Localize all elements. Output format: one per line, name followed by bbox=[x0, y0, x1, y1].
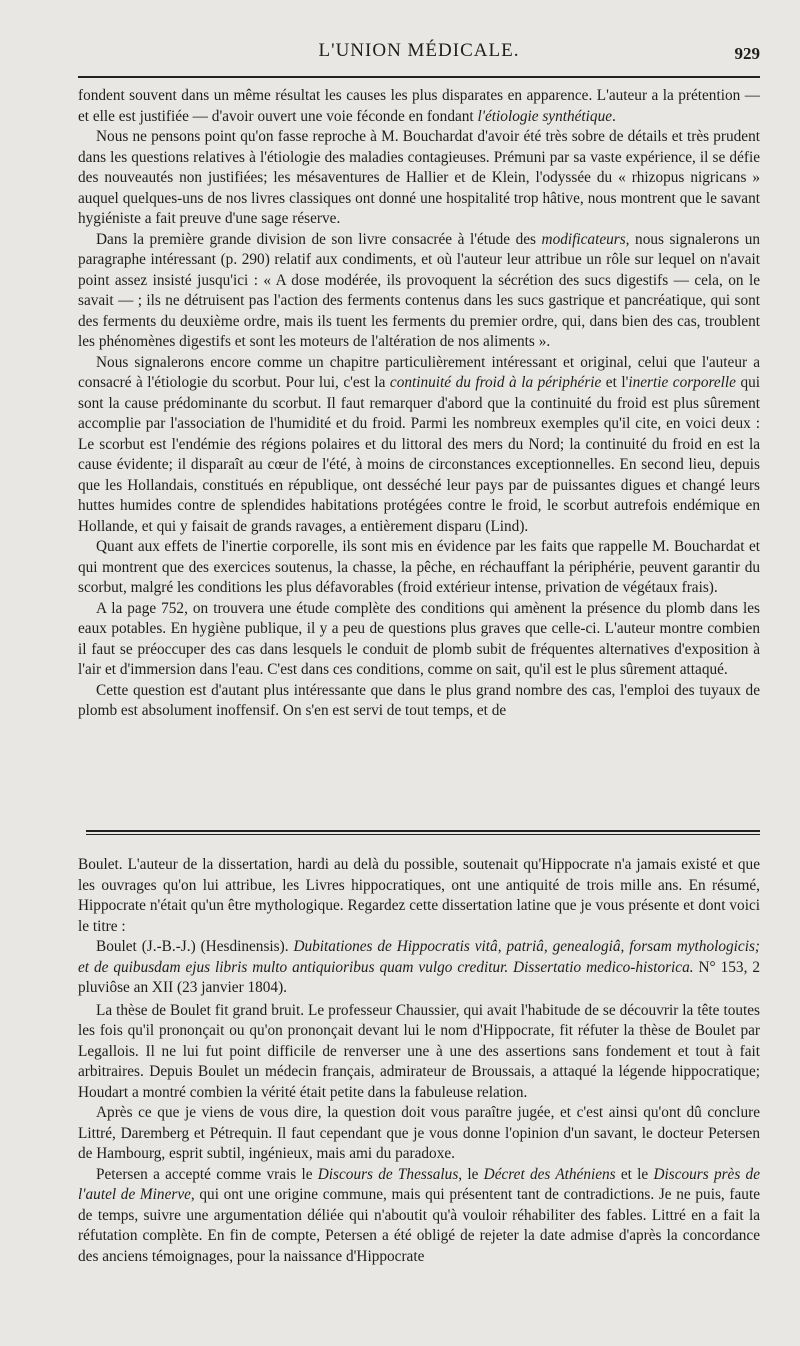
text-segment: Boulet (J.-B.-J.) (Hesdinensis). bbox=[96, 938, 294, 955]
review-article-text bbox=[78, 86, 760, 827]
italic-text: l'étiologie synthétique bbox=[477, 107, 613, 125]
italic-text: Décret des Athéniens bbox=[483, 1165, 616, 1183]
header-rule bbox=[78, 76, 760, 78]
page-number: 929 bbox=[734, 44, 760, 63]
feuilleton-text bbox=[78, 855, 760, 1325]
text-segment: qui ont une origine commune, mais qui présentent tant de contradictions. Je ne puis, faute de temps, suivre une argumentation déliée qui n'aboutit qu'à vouloir réhabiliter des fables. Littré en a fait la réfutation complète. En fin de compte, Petersen a été obligé de rejeter la date admise d'après la concordance des anciens témoignages, pour la naissance d'Hippocrate bbox=[78, 1186, 760, 1265]
text-segment: Dans la première grande division de son livre consacrée à l'étude des bbox=[96, 230, 542, 248]
paragraph bbox=[78, 537, 760, 599]
text-segment: A la page 752, on trouvera une étude complète des conditions qui amènent la présence du plomb dans les eaux potables. En hygiène publique, il y a peu de questions plus graves que celle-ci. L'auteur montre combien il faut se préoccuper des cas dans lesquels le conduit de plomb subit de fréquentes alternatives d'exposition à l'air et d'immersion dans l'eau. C'est dans ces conditions, comme on sait, qu'il est le plus sûrement attaqué. bbox=[78, 599, 760, 678]
text-segment: Petersen a accepté comme vrais le bbox=[96, 1165, 318, 1183]
paragraph bbox=[78, 230, 760, 353]
text-segment: N° 153, 2 pluviôse an XII (23 janvier 1804). bbox=[78, 958, 760, 996]
italic-text: modificateurs, bbox=[541, 230, 630, 248]
paragraph bbox=[78, 1165, 760, 1268]
italic-text: inertie corporelle bbox=[628, 374, 736, 391]
text-segment: Après ce que je viens de vous dire, la question doit vous paraître jugée, et c'est ainsi qu'ont dû conclure Littré, Daremberg et Pétrequin. Il faut cependant que je vous donne l'opinion d'un savant, le docteur Petersen de Hambourg, esprit subtil, ingénieux, mais ami du paradoxe. bbox=[78, 1104, 760, 1162]
paragraph bbox=[78, 86, 760, 127]
text-segment: Nous ne pensons point qu'on fasse reproche à M. Bouchardat d'avoir été très sobre de détails et très prudent dans les questions relatives à l'étiologie des maladies contagieuses. Prémuni par sa vaste expérience, il se défie des nouveautés non justifiées; les mésaventures de Hallier et de Klein, l'odyssée du « rhizopus nigricans » auquel quelques-uns de nos livres classiques ont donné une hospitalité trop hâtive, nous montrent que le savant hygiéniste a fait preuve d'une sage réserve. bbox=[78, 128, 760, 227]
italic-text: Discours de Thessalus, bbox=[317, 1165, 463, 1183]
text-segment: nous signalerons un paragraphe intéressant (p. 290) relatif aux condiments, et où l'auteur leur attribue un rôle sur lequel on n'avait point assez insisté jusqu'ici : « A dose modérée, ils provoquent la sécrétion des sucs digestifs — cela, on le savait — ; ils ne détruisent pas l'action des ferments contenus dans les sucs gastrique et pancréatique, qui sont des ferments du deuxième ordre, mais ils tuent les ferments du premier ordre, qui, dans bien des cas, troublent les phénomènes digestifs et sont les moteurs de l'altération de nos aliments ». bbox=[78, 230, 760, 350]
paragraph bbox=[78, 681, 760, 722]
text-segment: et le bbox=[615, 1165, 654, 1183]
text-segment: et l' bbox=[601, 374, 629, 391]
text-segment: Nous signalerons encore comme un chapitre particulièrement intéressant et original, celui que l'auteur a consacré à l'étiologie du scorbut. Pour lui, c'est la bbox=[78, 353, 760, 391]
paragraph bbox=[78, 1001, 760, 1104]
page-header bbox=[78, 40, 760, 76]
paragraph bbox=[78, 1103, 760, 1165]
italic-text: continuité du froid à la périphérie bbox=[389, 374, 602, 391]
text-segment: qui sont la cause prédominante du scorbut. Il faut remarquer d'abord que la continuité du froid est plus sûrement accomplie par l'association de l'humidité et du froid. Parmi les nombreux exemples qu'il cite, en voici deux : Le scorbut est l'endémie des régions polaires et du littoral des mers du Nord; la continuité du froid en est la cause évidente; il disparaît au cœur de l'été, à moins de circonstances exceptionnelles. En second lieu, depuis que les Hollandais, constitués en république, ont desséché leur pays par de puissantes digues et changé leurs huttes humides contre de splendides habitations protégées contre le froid, le scorbut autrefois endémique en Hollande, et qui y faisait de grands ravages, a entièrement disparu (Lind). bbox=[78, 374, 760, 535]
text-segment: Cette question est d'autant plus intéressante que dans le plus grand nombre des cas, l'emploi des tuyaux de plomb est absolument inoffensif. On s'en est servi de tout temps, et de bbox=[78, 681, 760, 719]
paragraph bbox=[78, 855, 760, 937]
text-segment: La thèse de Boulet fit grand bruit. Le professeur Chaussier, qui avait l'habitude de se découvrir la tête toutes les fois qu'il prononçait ou qu'on prononçait devant lui le nom d'Hippocrate, fit réfuter la thèse de Boulet par Legallois. Il ne lui fut point difficile de renverser une à une des assertions sans fondement et tout à fait arbitraires. Depuis Boulet un médecin français, admirateur de Broussais, a attaqué la légende hippocratique; Houdart a montré combien la vérité était petite dans la fabuleuse relation. bbox=[78, 1001, 760, 1101]
paragraph bbox=[78, 599, 760, 681]
text-segment: . bbox=[612, 107, 616, 125]
paragraph bbox=[78, 127, 760, 230]
text-segment: Quant aux effets de l'inertie corporelle, ils sont mis en évidence par les faits que rappelle M. Bouchardat et qui montrent que des exercices soutenus, la chasse, la pêche, en réchauffant la périphérie, peuvent garantir du scorbut, malgré les conditions les plus défavorables (froid extérieur intense, privation de végétaux frais). bbox=[78, 538, 760, 596]
paragraph bbox=[78, 353, 760, 538]
text-segment: Boulet. L'auteur de la dissertation, hardi au delà du possible, soutenait qu'Hippocrate n'a jamais existé et que les ouvrages qu'on lui attribue, les Livres hippocratiques, ont une antiquité de trois mille ans. En résumé, Hippocrate n'était qu'un être mythologique. Regardez cette dissertation latine que je vous présente et dont voici le titre : bbox=[78, 856, 760, 935]
running-title: L'UNION MÉDICALE. bbox=[318, 40, 520, 61]
text-segment: le bbox=[462, 1165, 484, 1183]
text-segment: fondent souvent dans un même résultat les causes les plus disparates en apparence. L'auteur a la prétention — et elle est justifiée — d'avoir ouvert une voie féconde en fondant bbox=[78, 87, 760, 125]
bibliographic-reference bbox=[78, 937, 760, 999]
feuilleton-separator-rule bbox=[86, 830, 760, 835]
italic-text: Dubitationes de Hippocratis vitâ, patriâ, genealogiâ, forsam mythologicis; et de quibusdam ejus libris multo antiquioribus quam vulgo creditur. Dissertatio medico-historica. bbox=[78, 938, 760, 976]
italic-text: Discours près de l'autel de Minerve, bbox=[78, 1165, 760, 1203]
